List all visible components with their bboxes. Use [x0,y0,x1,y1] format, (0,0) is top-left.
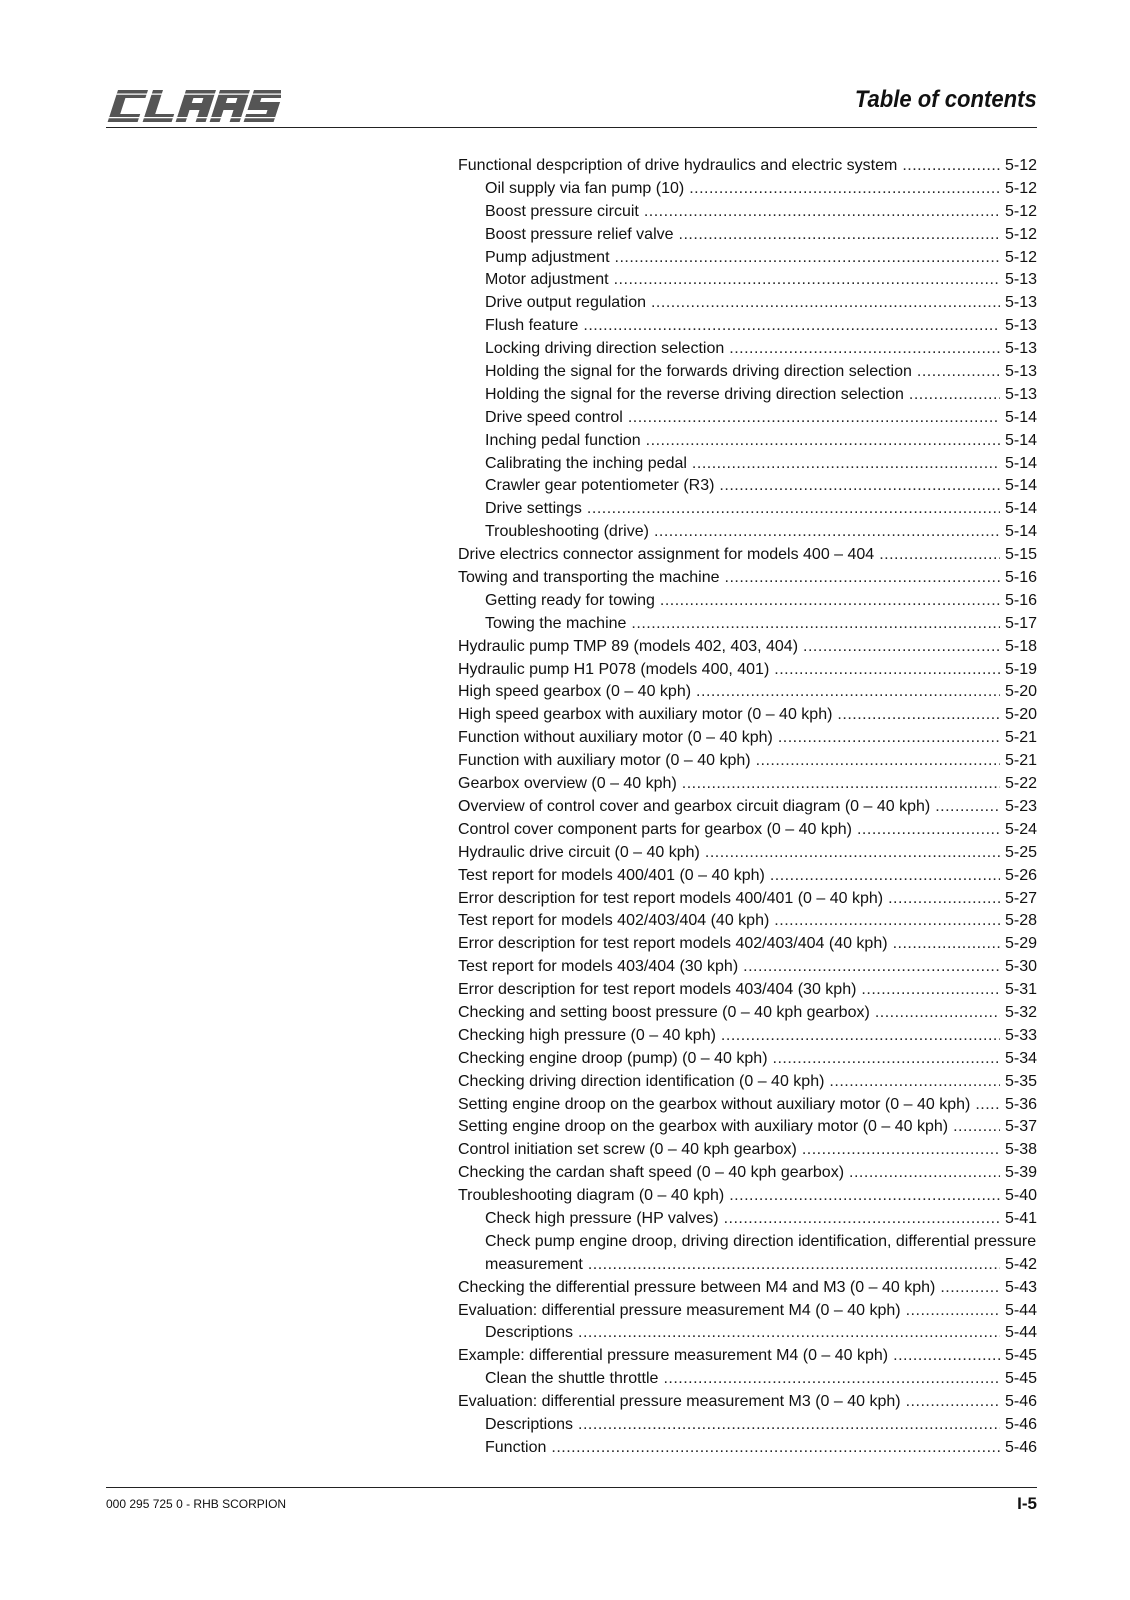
toc-entry [458,910,1037,933]
toc-leader-dots [679,224,1000,247]
toc-entry-page: 5-14 [1004,500,1037,518]
toc-entry-page: 5-13 [1004,271,1037,289]
toc-entry [458,613,1037,636]
toc-entry-page: 5-14 [1004,523,1037,541]
toc-entry [458,1391,1037,1414]
toc-leader-dots [689,178,1000,201]
toc-leader-dots [692,453,1000,476]
toc-entry-page: 5-44 [1004,1301,1037,1319]
toc-entry-title: Check pump engine droop, driving direction identification, differential pressure [485,1232,1037,1250]
toc-entry-page: 5-42 [1004,1255,1037,1273]
toc-entry [458,247,1037,270]
toc-entry [458,407,1037,430]
toc-entry [458,178,1037,201]
toc-entry-title: Function without auxiliary motor (0 – 40 kph) [458,729,773,747]
toc-entry [458,1116,1037,1139]
toc-entry-page: 5-14 [1004,477,1037,495]
toc-entry-title: Error description for test report models 402/403/404 (40 kph) [458,935,888,953]
toc-entry-title: Hydraulic drive circuit (0 – 40 kph) [458,843,700,861]
toc-leader-dots [802,1139,1000,1162]
toc-entry-title: Towing the machine [485,614,627,632]
toc-leader-dots [729,1185,1000,1208]
claas-logo-graphic [106,90,281,122]
toc-entry-title: Evaluation: differential pressure measurement M3 (0 – 40 kph) [458,1393,901,1411]
toc-leader-dots [935,796,1000,819]
toc-entry-title: Inching pedal function [485,431,641,449]
toc-entry-page: 5-21 [1004,752,1037,770]
toc-entry [458,1162,1037,1185]
toc-entry-title: Pump adjustment [485,248,610,266]
toc-leader-dots [663,1368,1000,1391]
toc-leader-dots [849,1162,1000,1185]
toc-entry-page: 5-28 [1004,912,1037,930]
toc-leader-dots [587,498,1000,521]
toc-entry-page: 5-12 [1004,248,1037,266]
toc-leader-dots [909,384,1000,407]
toc-entry-title: Holding the signal for the forwards driving direction selection [485,363,912,381]
toc-leader-dots [644,201,1000,224]
toc-entry-title: Troubleshooting diagram (0 – 40 kph) [458,1187,725,1205]
toc-entry-title: Function with auxiliary motor (0 – 40 kph) [458,752,751,770]
toc-entry-page: 5-14 [1004,431,1037,449]
toc-leader-dots [917,361,1000,384]
toc-entry [458,1139,1037,1162]
toc-entry-title: Troubleshooting (drive) [485,523,649,541]
toc-leader-dots [721,1025,1000,1048]
toc-leader-dots [906,1300,1000,1323]
toc-entry [458,865,1037,888]
toc-entry-title: Functional despcription of drive hydraulics and electric system [458,157,898,174]
toc-entry-page: 5-20 [1004,706,1037,724]
toc-entry [458,1231,1037,1277]
toc-entry [458,681,1037,704]
toc-entry [458,269,1037,292]
toc-leader-dots [861,979,1000,1002]
toc-entry [458,1094,1037,1117]
toc-entry [458,1437,1037,1460]
toc-entry-page: 5-13 [1004,385,1037,403]
toc-entry-page: 5-24 [1004,820,1037,838]
toc-leader-dots [837,704,1000,727]
toc-entry [458,1025,1037,1048]
toc-leader-dots [902,155,1000,178]
toc-leader-dots [719,475,1000,498]
toc-leader-dots [615,247,1000,270]
toc-entry-title: Overview of control cover and gearbox circuit diagram (0 – 40 kph) [458,797,931,815]
toc-entry-page: 5-33 [1004,1026,1037,1044]
toc-entry [458,979,1037,1002]
page-number: I-5 [1017,1494,1037,1513]
toc-leader-dots [646,430,1000,453]
claas-logo [106,90,281,122]
table-of-contents [458,155,1037,1460]
toc-entry-title: Drive settings [485,500,582,518]
toc-entry [458,1002,1037,1025]
toc-entry-page: 5-16 [1004,591,1037,609]
toc-entry-title: Boost pressure circuit [485,202,639,220]
toc-leader-dots [651,292,1000,315]
toc-leader-dots [893,933,1000,956]
toc-entry-page: 5-46 [1004,1438,1037,1456]
toc-entry [458,315,1037,338]
toc-leader-dots [893,1345,1000,1368]
toc-leader-dots [631,613,1000,636]
toc-entry [458,933,1037,956]
toc-entry-title: Gearbox overview (0 – 40 kph) [458,775,677,793]
toc-entry [458,1185,1037,1208]
toc-entry-title: Hydraulic pump TMP 89 (models 402, 403, 404) [458,637,799,655]
toc-entry-page: 5-43 [1004,1278,1037,1296]
toc-entry [458,1300,1037,1323]
toc-entry [458,498,1037,521]
toc-entry [458,1414,1037,1437]
toc-leader-dots [953,1116,1000,1139]
toc-entry-title: Motor adjustment [485,271,609,289]
toc-entry-title: Calibrating the inching pedal [485,454,687,472]
toc-entry-page: 5-37 [1004,1118,1037,1136]
toc-entry-title: Test report for models 400/401 (0 – 40 kph) [458,866,765,884]
toc-leader-dots [875,1002,1000,1025]
toc-entry [458,750,1037,773]
toc-entry-page: 5-14 [1004,454,1037,472]
toc-entry-page: 5-15 [1004,546,1037,564]
toc-entry [458,659,1037,682]
toc-entry [458,361,1037,384]
toc-entry [458,590,1037,613]
toc-leader-dots [774,659,1000,682]
toc-entry-page: 5-23 [1004,797,1037,815]
toc-entry [458,155,1037,178]
toc-entry-page: 5-21 [1004,729,1037,747]
toc-entry-title: Function [485,1438,547,1456]
toc-entry [458,636,1037,659]
toc-leader-dots [725,567,1000,590]
toc-entry-title: Test report for models 403/404 (30 kph) [458,958,739,976]
toc-entry-page: 5-32 [1004,1003,1037,1021]
toc-entry-page: 5-20 [1004,683,1037,701]
toc-leader-dots [773,1048,1000,1071]
document-id: 000 295 725 0 - RHB SCORPION [106,1497,287,1511]
toc-entry [458,1208,1037,1231]
toc-entry [458,567,1037,590]
toc-leader-dots [654,521,1000,544]
toc-entry-title: Clean the shuttle throttle [485,1370,659,1388]
toc-entry-page: 5-45 [1004,1370,1037,1388]
toc-entry [458,956,1037,979]
toc-leader-dots [660,590,1000,613]
toc-entry-title: Checking high pressure (0 – 40 kph) [458,1026,716,1044]
toc-entry-title: Flush feature [485,317,579,335]
toc-leader-dots [724,1208,1000,1231]
toc-leader-dots [588,1254,1000,1277]
toc-leader-dots [778,727,1000,750]
toc-entry-title: Control initiation set screw (0 – 40 kph gearbox) [458,1141,797,1159]
toc-entry-page: 5-16 [1004,569,1037,587]
toc-leader-dots [756,750,1000,773]
toc-leader-dots [743,956,1000,979]
toc-entry [458,842,1037,865]
toc-entry-title: Descriptions [485,1324,574,1342]
toc-leader-dots [583,315,1000,338]
toc-entry-title: Checking engine droop (pump) (0 – 40 kph) [458,1049,768,1067]
toc-entry-title: High speed gearbox (0 – 40 kph) [458,683,692,701]
toc-entry-title: Boost pressure relief valve [485,225,674,243]
toc-entry-page: 5-25 [1004,843,1037,861]
toc-leader-dots [940,1277,1000,1300]
toc-entry [458,819,1037,842]
toc-entry [458,888,1037,911]
toc-entry-page: 5-40 [1004,1187,1037,1205]
toc-entry [458,1322,1037,1345]
page-title: Table of contents [855,86,1037,113]
toc-entry [458,1368,1037,1391]
toc-entry [458,384,1037,407]
toc-entry-title: Crawler gear potentiometer (R3) [485,477,715,495]
toc-entry [458,727,1037,750]
toc-leader-dots [705,842,1000,865]
toc-entry-page: 5-45 [1004,1347,1037,1365]
toc-entry [458,338,1037,361]
toc-entry-page: 5-12 [1004,179,1037,197]
toc-entry-page: 5-12 [1004,202,1037,220]
toc-leader-dots [975,1094,1000,1117]
toc-entry-page: 5-12 [1004,225,1037,243]
toc-entry-page: 5-26 [1004,866,1037,884]
toc-entry-title: Locking driving direction selection [485,340,725,358]
toc-leader-dots [774,910,1000,933]
toc-entry-title: Example: differential pressure measurement M4 (0 – 40 kph) [458,1347,889,1365]
toc-entry [458,1048,1037,1071]
toc-entry-page: 5-41 [1004,1209,1037,1227]
toc-leader-dots [879,544,1000,567]
toc-leader-dots [578,1322,1000,1345]
toc-entry [458,475,1037,498]
toc-leader-dots [551,1437,1000,1460]
toc-entry-title: Evaluation: differential pressure measurement M4 (0 – 40 kph) [458,1301,901,1319]
toc-entry-title: Test report for models 402/403/404 (40 kph) [458,912,770,930]
toc-entry-page: 5-17 [1004,614,1037,632]
toc-entry-title: Checking the differential pressure between M4 and M3 (0 – 40 kph) [458,1278,936,1296]
toc-entry-page: 5-39 [1004,1164,1037,1182]
toc-entry-title: Towing and transporting the machine [458,569,720,587]
toc-entry-page: 5-14 [1004,408,1037,426]
toc-leader-dots [628,407,1000,430]
toc-entry [458,1071,1037,1094]
toc-entry-title: Drive output regulation [485,294,646,312]
toc-entry [458,224,1037,247]
toc-entry-title: Checking driving direction identification (0 – 40 kph) [458,1072,825,1090]
toc-leader-dots [729,338,1000,361]
toc-entry [458,1345,1037,1368]
toc-entry-page: 5-12 [1004,157,1037,174]
toc-entry-title: Holding the signal for the reverse driving direction selection [485,385,904,403]
toc-entry [458,773,1037,796]
toc-leader-dots [803,636,1000,659]
toc-entry-title: Checking and setting boost pressure (0 – 40 kph gearbox) [458,1003,870,1021]
toc-entry [458,544,1037,567]
toc-entry-page: 5-27 [1004,889,1037,907]
toc-entry-page: 5-19 [1004,660,1037,678]
toc-entry-page: 5-31 [1004,981,1037,999]
toc-entry-title: Error description for test report models 403/404 (30 kph) [458,981,857,999]
toc-entry-title: Oil supply via fan pump (10) [485,179,685,197]
toc-entry-title: Descriptions [485,1415,574,1433]
toc-entry [458,201,1037,224]
toc-entry-page: 5-13 [1004,340,1037,358]
toc-entry-page: 5-46 [1004,1415,1037,1433]
toc-entry [458,453,1037,476]
toc-leader-dots [578,1414,1000,1437]
toc-leader-dots [614,269,1000,292]
toc-entry-page: 5-29 [1004,935,1037,953]
toc-entry-page: 5-18 [1004,637,1037,655]
toc-entry-title: Drive electrics connector assignment for models 400 – 404 [458,546,875,564]
toc-entry-page: 5-30 [1004,958,1037,976]
toc-entry [458,292,1037,315]
toc-entry [458,521,1037,544]
toc-entry-page: 5-36 [1004,1095,1037,1113]
toc-leader-dots [857,819,1000,842]
toc-entry-title: Checking the cardan shaft speed (0 – 40 kph gearbox) [458,1164,845,1182]
toc-entry-page: 5-46 [1004,1393,1037,1411]
toc-entry-title: High speed gearbox with auxiliary motor (0 – 40 kph) [458,706,833,724]
toc-leader-dots [770,865,1000,888]
toc-leader-dots [696,681,1000,704]
toc-entry-title: Error description for test report models 400/401 (0 – 40 kph) [458,889,884,907]
toc-leader-dots [682,773,1000,796]
toc-entry-page: 5-22 [1004,775,1037,793]
toc-entry-page: 5-13 [1004,294,1037,312]
toc-entry-page: 5-44 [1004,1324,1037,1342]
toc-leader-dots [888,888,1000,911]
toc-leader-dots [829,1071,1000,1094]
toc-entry [458,704,1037,727]
toc-entry-title: Control cover component parts for gearbox (0 – 40 kph) [458,820,852,838]
toc-entry-title: Getting ready for towing [485,591,655,609]
toc-entry [458,1277,1037,1300]
toc-entry-title: Setting engine droop on the gearbox with auxiliary motor (0 – 40 kph) [458,1118,949,1136]
toc-leader-dots [906,1391,1000,1414]
toc-entry [458,430,1037,453]
toc-entry [458,796,1037,819]
toc-entry-page: 5-13 [1004,363,1037,381]
toc-entry-title: Hydraulic pump H1 P078 (models 400, 401) [458,660,770,678]
toc-entry-title: Setting engine droop on the gearbox without auxiliary motor (0 – 40 kph) [458,1095,971,1113]
toc-entry-page: 5-34 [1004,1049,1037,1067]
footer-rule [106,1487,1037,1488]
toc-entry-page: 5-13 [1004,317,1037,335]
header-rule [106,127,1037,128]
toc-entry-page: 5-35 [1004,1072,1037,1090]
toc-entry-title: Drive speed control [485,408,623,426]
toc-entry-page: 5-38 [1004,1141,1037,1159]
toc-entry-title: Check high pressure (HP valves) [485,1209,719,1227]
toc-entry-title-cont: measurement [485,1255,583,1273]
